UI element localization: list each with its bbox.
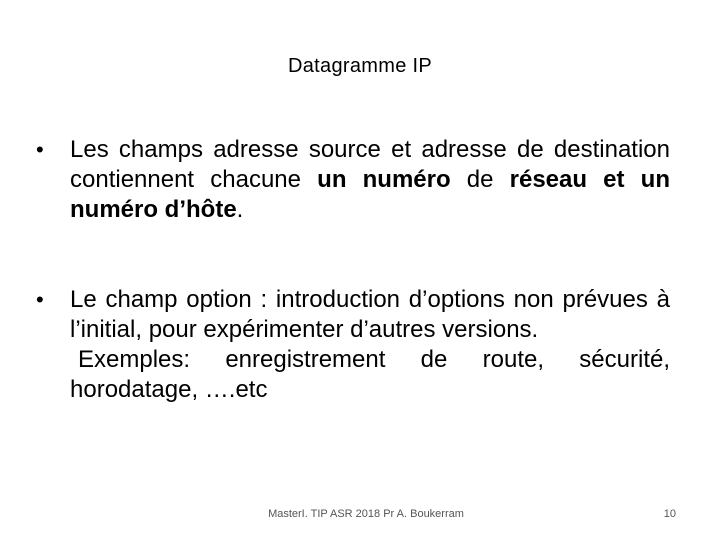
bullet-text-part: . xyxy=(236,196,244,223)
bold-term-network-number: un numéro xyxy=(317,166,451,193)
slide-footer: MasterI. TIP ASR 2018 Pr A. Boukerram xyxy=(268,508,464,520)
bullet-text xyxy=(70,135,670,225)
bullet-text-part: Les champs adresse source et adresse de destination contiennent chacune xyxy=(70,136,670,193)
bullet-text-part: de xyxy=(450,166,510,193)
bullet-item-options xyxy=(36,285,670,405)
bullet-item-addresses xyxy=(36,135,670,225)
bullet-marker: • xyxy=(36,287,44,312)
slide-page-number: 10 xyxy=(663,508,676,520)
bullet-text: Le champ option : introduction d’options non prévues à l’initial, pour expérimenter d’autres versions. xyxy=(70,286,670,343)
bullet-marker: • xyxy=(36,137,44,162)
slide-title: Datagramme IP xyxy=(288,55,432,77)
bold-term-host-number: réseau et un numéro d’hôte xyxy=(70,166,670,223)
bullet-continuation-examples: Exemples: enregistrement de route, sécurité, horodatage, ….etc xyxy=(70,346,670,403)
